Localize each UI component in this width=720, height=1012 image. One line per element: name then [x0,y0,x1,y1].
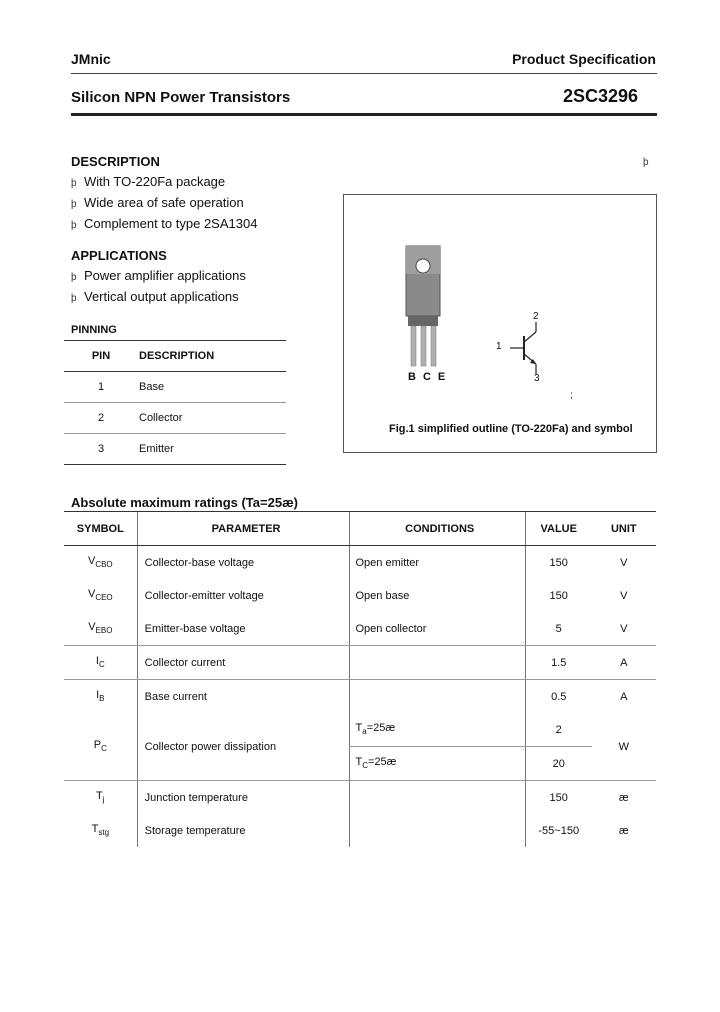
pin1-label: 1 [496,341,502,352]
lead-labels: BCE [408,371,453,383]
description-heading: DESCRIPTION [71,154,160,169]
pinning-heading: PINNING [71,324,117,336]
npn-transistor-symbol-icon [500,318,560,378]
part-number: 2SC3296 [562,86,638,106]
header-rule [71,73,657,74]
table-row: $V_{CEO}$ Collector-emitter voltage Open base 150 V [64,579,656,612]
list-item: þ Wide area of safe operation [71,193,257,214]
stray-mark: ; [570,390,573,401]
pinning-table [64,340,286,465]
figure-caption: Fig.1 simplified outline (TO-220Fa) and symbol [389,423,633,435]
to220-package-icon [395,240,455,370]
description-column-header: DESCRIPTION [139,350,215,362]
table-row: $T_{stg}$ Storage temperature -55~150 æ [64,814,656,847]
table-row: $I_C$ Collector current 1.5 A [64,646,656,680]
ratings-table [64,511,656,847]
pin3-label: 3 [534,373,540,384]
bullet-icon: þ [71,199,77,210]
applications-heading: APPLICATIONS [71,248,167,263]
bullet-icon: þ [71,272,77,283]
table-row: 2 Collector [64,403,286,434]
list-item: þ Power amplifier applications [71,266,246,287]
table-row: 3 Emitter [64,434,286,465]
table-row: $T_j$ Junction temperature 150 æ [64,781,656,815]
table-row: 1 Base [64,372,286,403]
list-item: þ With TO-220Fa package [71,172,257,193]
table-row: $T_C=25æ$ 20 [64,747,656,781]
applications-list [71,266,246,308]
bullet-icon: þ [71,178,77,189]
table-row: $I_B$ Base current 0.5 A [64,680,656,714]
table-row: $V_{EBO}$ Emitter-base voltage Open collector 5 V [64,612,656,646]
table-header-row [64,341,286,372]
bullet-icon: þ [71,293,77,304]
table-row: $V_{CBO}$ Collector-base voltage Open emitter 150 V [64,546,656,580]
table-header-row: SYMBOL PARAMETER CONDITIONS VALUE UNIT [64,512,656,546]
spec-label: Product Specification [512,51,656,67]
list-item: þ Complement to type 2SA1304 [71,214,257,235]
list-item: þ Vertical output applications [71,287,246,308]
pin2-label: 2 [533,311,539,322]
pin-column-header: PIN [91,350,111,362]
table-row: $P_C$ Collector power dissipation $T_a=25æ$ 2 W [64,713,656,747]
title-rule [71,113,657,116]
ratings-title: Absolute maximum ratings (Ta=25æ) [71,495,298,510]
brand-name: JMnic [71,51,111,67]
stray-bullet-mark: þ [643,157,649,168]
bullet-icon: þ [71,220,77,231]
description-list [71,172,257,235]
document-title: Silicon NPN Power Transistors [71,89,291,106]
